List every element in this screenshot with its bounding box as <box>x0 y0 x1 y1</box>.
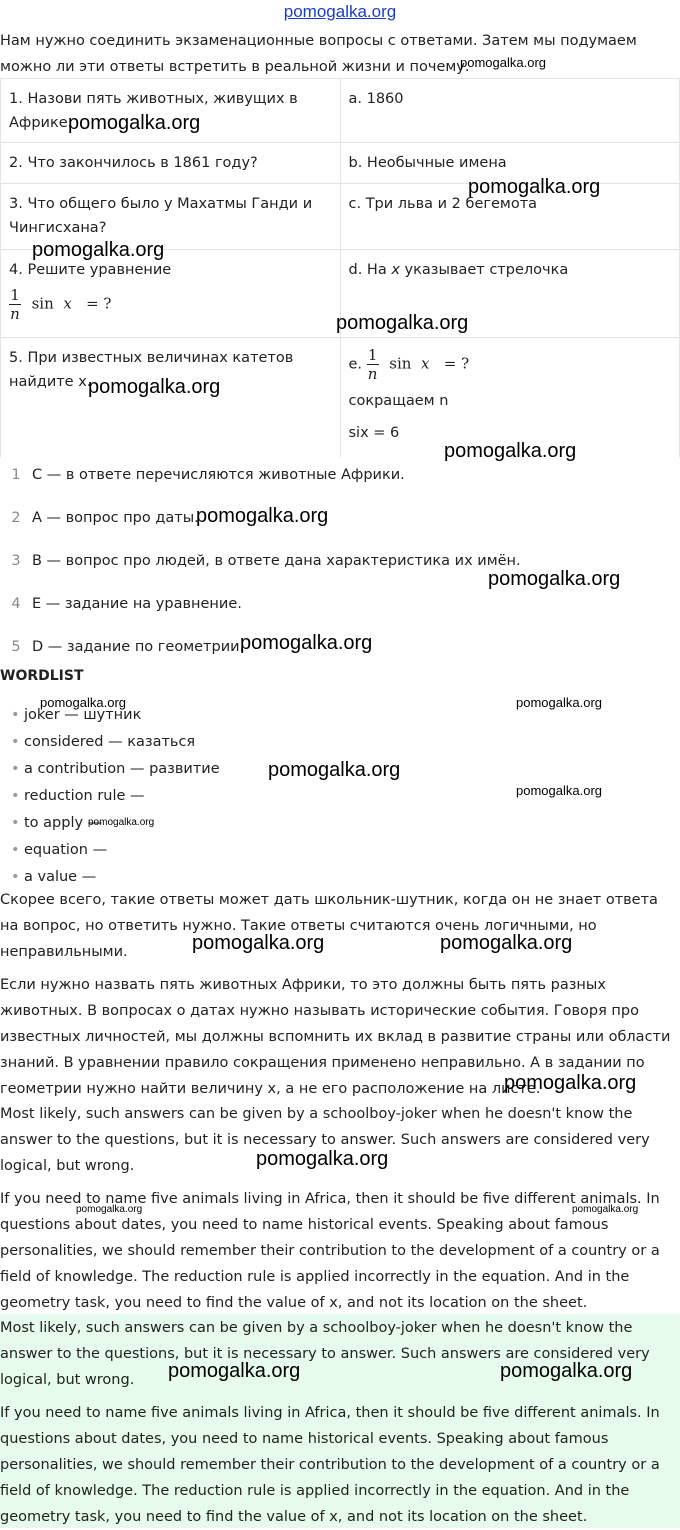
fraction <box>9 286 21 323</box>
wordlist-item: • reduction rule — <box>0 783 220 810</box>
sin-function: sin <box>31 294 54 313</box>
answer-cell: b. Необычные имена <box>340 143 680 184</box>
list-number: 4 <box>11 596 21 612</box>
watermark: pomogalka.org <box>516 695 602 710</box>
watermark: pomogalka.org <box>572 1204 639 1215</box>
answer-equation <box>349 346 672 383</box>
question-cell: 1. Назови пять животных, живущих в Африке. <box>1 79 341 143</box>
watermark: pomogalka.org <box>488 568 621 590</box>
fraction <box>367 346 379 383</box>
equation <box>9 286 332 323</box>
wordlist-item: • joker — шутник <box>0 702 220 729</box>
watermark: pomogalka.org <box>76 1204 143 1215</box>
question-cell <box>1 250 341 338</box>
fraction-denominator: n <box>367 365 378 383</box>
wordlist-item: • equation — <box>0 837 220 864</box>
question-cell: 2. Что закончилось в 1861 году? <box>1 143 341 184</box>
list-item <box>0 510 199 526</box>
watermark: pomogalka.org <box>168 1360 301 1382</box>
wordlist-heading: WORDLIST <box>0 668 84 684</box>
equation-rest: = ? <box>443 354 470 373</box>
list-item <box>0 467 405 483</box>
list-text: A — вопрос про даты. <box>32 510 199 526</box>
watermark: pomogalka.org <box>256 1148 389 1170</box>
watermark: pomogalka.org <box>516 783 602 798</box>
english-paragraph: If you need to name five animals living in Africa, then it should be five different animals. In questions about dates, you need to name historical events. Speaking about famous personalities, we should remember their contribution to the development of a country or a field of knowledge. The reduction rule is applied incorrectly in the equation. And in the geometry task, you need to find the value of x, and not its location on the sheet. <box>0 1405 660 1525</box>
watermark: pomogalka.org <box>192 932 325 954</box>
list-text: E — задание на уравнение. <box>32 596 242 612</box>
watermark: pomogalka.org <box>196 505 329 527</box>
answer-suffix: указывает стрелочка <box>404 262 569 278</box>
fraction-numerator: 1 <box>10 286 20 304</box>
list-item <box>0 553 521 569</box>
list-item <box>0 639 244 655</box>
watermark: pomogalka.org <box>504 1072 637 1094</box>
english-paragraph: Most likely, such answers can be given by a schoolboy-joker when he doesn't know the answer to the questions, but it is necessary to answer. Such answers are considered very logical, but wrong. <box>0 1106 650 1174</box>
answer-cell: a. 1860 <box>340 79 680 143</box>
english-paragraph: Most likely, such answers can be given by a schoolboy-joker when he doesn't know the answer to the questions, but it is necessary to answer. Such answers are considered very logical, but wrong. <box>0 1320 650 1388</box>
watermark: pomogalka.org <box>500 1360 633 1382</box>
watermark: pomogalka.org <box>88 376 221 398</box>
list-text: D — задание по геометрии. <box>32 639 245 655</box>
answer-variable: x <box>391 262 400 278</box>
wordlist-item: • to apply — <box>0 810 220 837</box>
equation-rest: = ? <box>86 294 112 313</box>
answer-line: сокращаем n <box>348 393 449 409</box>
answer-prefix: e. <box>348 356 363 373</box>
watermark: pomogalka.org <box>32 239 165 261</box>
wordlist <box>0 702 220 891</box>
list-text: B — вопрос про людей, в ответе дана характеристика их имён. <box>32 553 521 569</box>
question-cell: 5. При известных величинах катетов найдите x. <box>1 338 341 458</box>
watermark: pomogalka.org <box>444 440 577 462</box>
russian-paragraph: Если нужно назвать пять животных Африки, то это должны быть пять разных животных. В вопросах о датах нужно называть исторические события. Говоря про известных личностей, мы должны вспомнить их вклад в развитие страны или области знаний. В уравнении правило сокращения применено неправильно. А в задании по геометрии нужно найти величину x, а не его расположение на листе. <box>0 977 671 1097</box>
watermark: pomogalka.org <box>468 176 601 198</box>
watermark: pomogalka.org <box>460 55 546 70</box>
list-number: 1 <box>11 467 21 483</box>
variable-x: x <box>63 294 72 313</box>
list-number: 5 <box>11 639 21 655</box>
russian-paragraph: Скорее всего, такие ответы может дать школьник-шутник, когда он не знает ответа на вопрос, но ответить нужно. Такие ответы считаются очень логичными, но неправильными. <box>0 892 658 960</box>
sin-function: sin <box>389 354 412 373</box>
answer-prefix: d. На <box>348 262 387 278</box>
watermark: pomogalka.org <box>336 312 469 334</box>
watermark: pomogalka.org <box>68 112 201 134</box>
fraction-denominator: n <box>10 305 20 323</box>
fraction-numerator: 1 <box>367 346 378 364</box>
variable-x: x <box>420 354 430 373</box>
question-cell: 3. Что общего было у Махатмы Ганди и Чингисхана? <box>1 184 341 250</box>
list-item <box>0 596 242 612</box>
question-text: 4. Решите уравнение <box>9 262 172 278</box>
english-paragraph: If you need to name five animals living in Africa, then it should be five different animals. In questions about dates, you need to name historical events. Speaking about famous personalities, we should remember their contribution to the development of a country or a field of knowledge. The reduction rule is applied incorrectly in the equation. And in the geometry task, you need to find the value of x, and not its location on the sheet. <box>0 1191 660 1311</box>
watermark: pomogalka.org <box>240 632 373 654</box>
wordlist-item: • a contribution — развитие <box>0 756 220 783</box>
list-number: 3 <box>11 553 21 569</box>
list-number: 2 <box>11 510 21 526</box>
watermark: pomogalka.org <box>268 759 401 781</box>
answer-line: six = 6 <box>348 425 400 441</box>
intro-text: Нам нужно соединить экзаменационные вопросы с ответами. Затем мы подумаем можно ли эти ответы встретить в реальной жизни и почему. <box>0 33 637 75</box>
watermark: pomogalka.org <box>88 817 155 828</box>
wordlist-item: • a value — <box>0 864 220 891</box>
watermark: pomogalka.org <box>440 932 573 954</box>
site-link[interactable]: pomogalka.org <box>283 2 397 21</box>
answer-cell: c. Три льва и 2 бегемота <box>340 184 680 250</box>
watermark: pomogalka.org <box>40 695 126 710</box>
wordlist-item: • considered — казаться <box>0 729 220 756</box>
list-text: C — в ответе перечисляются животные Африки. <box>32 467 405 483</box>
